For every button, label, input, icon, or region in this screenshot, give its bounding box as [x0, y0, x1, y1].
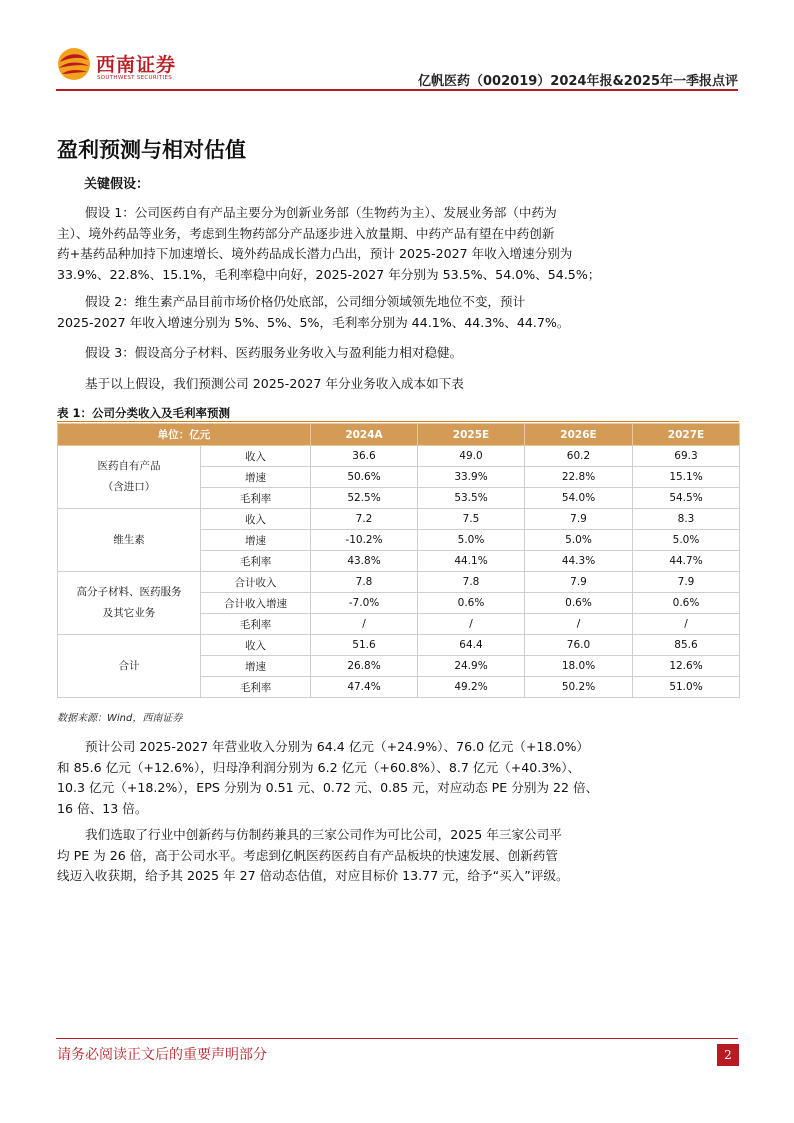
value-cell: 33.9%: [418, 467, 525, 488]
footer-divider: [56, 1038, 738, 1039]
value-cell: 69.3: [633, 446, 740, 467]
metric-label-cell: 增速: [201, 467, 311, 488]
paragraph-line: 均 PE 为 26 倍，高于公司水平。考虑到亿帆医药医药自有产品板块的快速发展、创新药管: [57, 847, 558, 863]
value-cell: 76.0: [525, 635, 633, 656]
paragraph-line: 假设 2：维生素产品目前市场价格仍处底部，公司细分领域领先地位不变，预计: [85, 294, 526, 309]
paragraph-line: 10.3 亿元（+18.2%），EPS 分别为 0.51 元、0.72 元、0.85 元，对应动态 PE 分别为 22 倍、: [57, 780, 599, 795]
segment-name-cell: [58, 635, 201, 698]
paragraph-line: 预计公司 2025-2027 年营业收入分别为 64.4 亿元（+24.9%）、76.0 亿元（+18.0%）: [85, 739, 590, 754]
segment-name-cell: [58, 572, 201, 635]
value-cell: 5.0%: [418, 530, 525, 551]
value-cell: 26.8%: [311, 656, 418, 677]
paragraph-line: 33.9%、22.8%、15.1%，毛利率稳中向好，2025-2027 年分别为 53.5%、54.0%、54.5%；: [57, 266, 601, 282]
metric-label-cell: 毛利率: [201, 614, 311, 635]
value-cell: 44.3%: [525, 551, 633, 572]
page-number: 2: [717, 1044, 739, 1066]
value-cell: 0.6%: [418, 593, 525, 614]
value-cell: 15.1%: [633, 467, 740, 488]
value-cell: 43.8%: [311, 551, 418, 572]
value-cell: 51.0%: [633, 677, 740, 698]
value-cell: 22.8%: [525, 467, 633, 488]
year-header: 2027E: [633, 424, 740, 446]
value-cell: 5.0%: [633, 530, 740, 551]
value-cell: 7.8: [418, 572, 525, 593]
value-cell: 51.6: [311, 635, 418, 656]
metric-label-cell: 增速: [201, 530, 311, 551]
table-row: [58, 635, 740, 656]
value-cell: 52.5%: [311, 488, 418, 509]
segment-name: 合计: [118, 659, 140, 672]
value-cell: 50.2%: [525, 677, 633, 698]
logo-emblem-icon: [56, 46, 92, 82]
table-body: [58, 446, 740, 698]
value-cell: 0.6%: [525, 593, 633, 614]
value-cell: 53.5%: [418, 488, 525, 509]
metric-label-cell: 毛利率: [201, 551, 311, 572]
segment-name-cell: [58, 446, 201, 509]
value-cell: 44.7%: [633, 551, 740, 572]
value-cell: 7.5: [418, 509, 525, 530]
value-cell: /: [311, 614, 418, 635]
table-source-note: 数据来源：Wind，西南证券: [57, 713, 183, 724]
value-cell: 49.0: [418, 446, 525, 467]
value-cell: 60.2: [525, 446, 633, 467]
value-cell: 50.6%: [311, 467, 418, 488]
assumption-summary-paragraph: [57, 374, 739, 395]
segment-name-cell: [58, 509, 201, 572]
value-cell: 8.3: [633, 509, 740, 530]
metric-label-cell: 收入: [201, 509, 311, 530]
valuation-paragraph: [57, 825, 739, 887]
value-cell: 44.1%: [418, 551, 525, 572]
value-cell: 47.4%: [311, 677, 418, 698]
paragraph-line: 主）、境外药品等业务，考虑到生物药部分产品逐步进入放量期、中药产品有望在中药创新: [57, 225, 555, 241]
company-logo: [56, 46, 206, 90]
value-cell: 18.0%: [525, 656, 633, 677]
value-cell: 7.9: [633, 572, 740, 593]
paragraph-line: 我们选取了行业中创新药与仿制药兼具的三家公司作为可比公司，2025 年三家公司平: [85, 827, 562, 842]
table-row: [58, 572, 740, 593]
year-header: 2025E: [418, 424, 525, 446]
value-cell: /: [418, 614, 525, 635]
value-cell: 54.0%: [525, 488, 633, 509]
header-divider: [56, 89, 738, 91]
segment-name: 维生素: [113, 533, 145, 546]
value-cell: 5.0%: [525, 530, 633, 551]
paragraph-line: 16 倍、13 倍。: [57, 800, 148, 816]
table-row: [58, 509, 740, 530]
value-cell: 85.6: [633, 635, 740, 656]
document-title: 亿帆医药（002019）2024年报&2025年一季报点评: [418, 74, 738, 89]
metric-label-cell: 收入: [201, 446, 311, 467]
metric-label-cell: 收入: [201, 635, 311, 656]
metric-label-cell: 增速: [201, 656, 311, 677]
value-cell: 7.2: [311, 509, 418, 530]
table-row: [58, 446, 740, 467]
unit-header: 单位：亿元: [58, 424, 311, 446]
value-cell: 36.6: [311, 446, 418, 467]
value-cell: -10.2%: [311, 530, 418, 551]
footer-disclaimer: 请务必阅读正文后的重要声明部分: [57, 1047, 267, 1063]
metric-label-cell: 毛利率: [201, 488, 311, 509]
value-cell: 7.8: [311, 572, 418, 593]
year-header: 2024A: [311, 424, 418, 446]
value-cell: 7.9: [525, 572, 633, 593]
revenue-margin-forecast-table: [57, 423, 740, 698]
metric-label-cell: 毛利率: [201, 677, 311, 698]
segment-name: 高分子材料、医药服务: [76, 586, 182, 598]
logo-brand-subtitle: SOUTHWEST SECURITIES: [97, 75, 173, 81]
value-cell: 7.9: [525, 509, 633, 530]
paragraph-line: 基于以上假设，我们预测公司 2025-2027 年分业务收入成本如下表: [85, 376, 464, 391]
value-cell: /: [633, 614, 740, 635]
metric-label-cell: 合计收入: [201, 572, 311, 593]
section-title: 盈利预测与相对估值: [57, 137, 246, 162]
value-cell: 54.5%: [633, 488, 740, 509]
forecast-paragraph: [57, 737, 739, 819]
paragraph-line: 2025-2027 年收入增速分别为 5%、5%、5%，毛利率分别为 44.1%、44.3%、44.7%。: [57, 314, 570, 330]
paragraph-line: 药+基药品种加持下加速增长、境外药品成长潜力凸出，预计 2025-2027 年收入增速分别为: [57, 246, 573, 261]
table-top-divider: [57, 421, 739, 422]
value-cell: 24.9%: [418, 656, 525, 677]
logo-brand-name: 西南证券: [96, 54, 177, 76]
value-cell: 64.4: [418, 635, 525, 656]
assumption-2-paragraph: [57, 292, 739, 333]
metric-label-cell: 合计收入增速: [201, 593, 311, 614]
assumption-3-paragraph: [57, 343, 739, 364]
year-header: 2026E: [525, 424, 633, 446]
paragraph-line: 和 85.6 亿元（+12.6%），归母净利润分别为 6.2 亿元（+60.8%）、8.7 亿元（+40.3%）、: [57, 759, 581, 775]
assumption-1-paragraph: [57, 203, 739, 285]
paragraph-line: 假设 1：公司医药自有产品主要分为创新业务部（生物药为主）、发展业务部（中药为: [85, 205, 557, 220]
value-cell: 0.6%: [633, 593, 740, 614]
paragraph-line: 线迈入收获期，给予其 2025 年 27 倍动态估值，对应目标价 13.77 元，给予“买入”评级。: [57, 868, 569, 883]
table-caption: 表 1：公司分类收入及毛利率预测: [57, 406, 231, 420]
value-cell: /: [525, 614, 633, 635]
table-header-row: [58, 424, 740, 446]
paragraph-line: 假设 3：假设高分子材料、医药服务业务收入与盈利能力相对稳健。: [85, 345, 463, 360]
value-cell: 49.2%: [418, 677, 525, 698]
segment-name: （含进口）: [102, 481, 156, 493]
segment-name: 医药自有产品: [97, 460, 161, 472]
segment-name: 及其它业务: [102, 607, 156, 619]
key-assumptions-heading: 关键假设：: [84, 177, 150, 192]
value-cell: -7.0%: [311, 593, 418, 614]
value-cell: 12.6%: [633, 656, 740, 677]
